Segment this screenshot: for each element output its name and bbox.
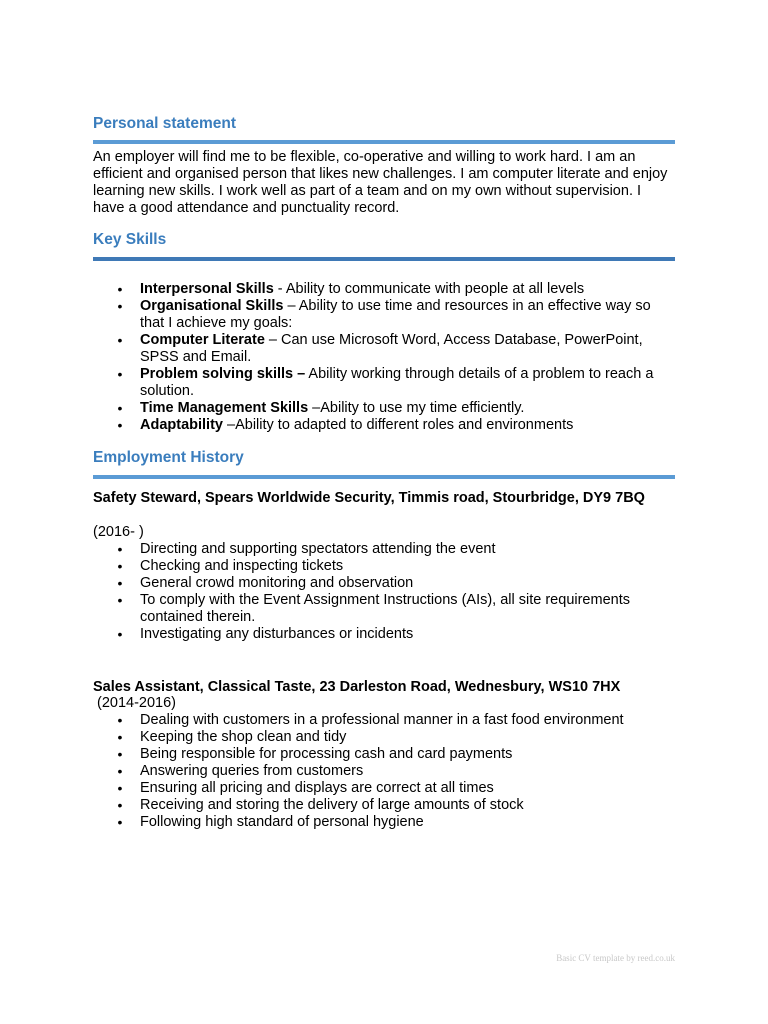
job-dates: (2016- ) (93, 524, 144, 540)
bullet-icon: • (117, 746, 123, 762)
duty-text: Following high standard of personal hygiene (140, 814, 424, 830)
key-skills-heading: Key Skills (93, 231, 167, 248)
skill-title: Computer Literate (140, 332, 265, 348)
skill-title: Problem solving skills – (140, 366, 306, 382)
bullet-icon: • (117, 712, 123, 728)
section-divider (93, 257, 675, 261)
job-dates: (2014-2016) (97, 695, 176, 711)
duty-text: General crowd monitoring and observation (140, 575, 414, 591)
bullet-icon: • (117, 541, 123, 557)
duty-item (93, 592, 675, 626)
duty-item (93, 780, 675, 797)
duty-item (93, 712, 675, 729)
skill-title: Organisational Skills (140, 298, 284, 314)
duty-text: Being responsible for processing cash and card payments (140, 746, 513, 762)
employment-history-heading: Employment History (93, 449, 244, 466)
key-skills-list (93, 281, 675, 434)
bullet-icon: • (117, 729, 123, 745)
skill-title: Time Management Skills (140, 400, 309, 416)
duty-item (93, 541, 675, 558)
duty-text: Directing and supporting spectators attending the event (140, 541, 496, 557)
bullet-icon: • (117, 780, 123, 796)
duty-item (93, 797, 675, 814)
duty-text: Answering queries from customers (140, 763, 364, 779)
skill-title: Interpersonal Skills (140, 281, 274, 297)
bullet-icon: • (117, 298, 123, 314)
personal-statement-heading: Personal statement (93, 115, 236, 132)
skill-description: –Ability to use my time efficiently. (308, 400, 525, 416)
bullet-icon: • (117, 763, 123, 779)
bullet-icon: • (117, 417, 123, 433)
duty-item (93, 575, 675, 592)
duty-text: Investigating any disturbances or incidents (140, 626, 414, 642)
duty-text: Keeping the shop clean and tidy (140, 729, 347, 745)
duty-item (93, 626, 675, 643)
skill-item (93, 281, 675, 298)
personal-statement-text: An employer will find me to be flexible, co-operative and willing to work hard. I am an efficient and organised person that likes new challenges. I am computer literate and enjoy learning new skills. I work well as part of a team and on my own without supervision. I have a good attendance and punctuality record. (93, 149, 668, 216)
job-duties-list (93, 712, 675, 831)
job-title: Sales Assistant, Classical Taste, 23 Darleston Road, Wednesbury, WS10 7HX (93, 679, 621, 695)
job-title: Safety Steward, Spears Worldwide Security, Timmis road, Stourbridge, DY9 7BQ (93, 490, 645, 506)
duty-item (93, 729, 675, 746)
bullet-icon: • (117, 366, 123, 382)
duty-text: To comply with the Event Assignment Instructions (AIs), all site requirements contained therein. (140, 592, 630, 625)
skill-description: – Can use Microsoft Word, Access Database, PowerPoint, SPSS and Email. (140, 332, 643, 365)
bullet-icon: • (117, 797, 123, 813)
skill-title: Adaptability (140, 417, 223, 433)
bullet-icon: • (117, 332, 123, 348)
bullet-icon: • (117, 626, 123, 642)
bullet-icon: • (117, 281, 123, 297)
section-divider (93, 140, 675, 144)
bullet-icon: • (117, 575, 123, 591)
duty-text: Dealing with customers in a professional manner in a fast food environment (140, 712, 624, 728)
skill-description: - Ability to communicate with people at all levels (273, 281, 585, 297)
job-duties-list (93, 541, 675, 643)
skill-description: –Ability to adapted to different roles and environments (222, 417, 574, 433)
duty-item (93, 763, 675, 780)
bullet-icon: • (117, 400, 123, 416)
bullet-icon: • (117, 592, 123, 608)
skill-item (93, 417, 675, 434)
section-divider (93, 475, 675, 479)
skill-description: Ability working through details of a problem to reach a solution. (140, 366, 654, 399)
footer-credit: Basic CV template by reed.co.uk (556, 953, 675, 963)
skill-item (93, 332, 675, 366)
bullet-icon: • (117, 814, 123, 830)
duty-text: Checking and inspecting tickets (140, 558, 344, 574)
duty-item (93, 558, 675, 575)
duty-text: Ensuring all pricing and displays are correct at all times (140, 780, 494, 796)
duty-item (93, 746, 675, 763)
skill-item (93, 400, 675, 417)
skill-item (93, 298, 675, 332)
skill-item (93, 366, 675, 400)
skill-description: – Ability to use time and resources in an effective way so that I achieve my goals: (140, 298, 651, 331)
duty-item (93, 814, 675, 831)
duty-text: Receiving and storing the delivery of large amounts of stock (140, 797, 524, 813)
bullet-icon: • (117, 558, 123, 574)
